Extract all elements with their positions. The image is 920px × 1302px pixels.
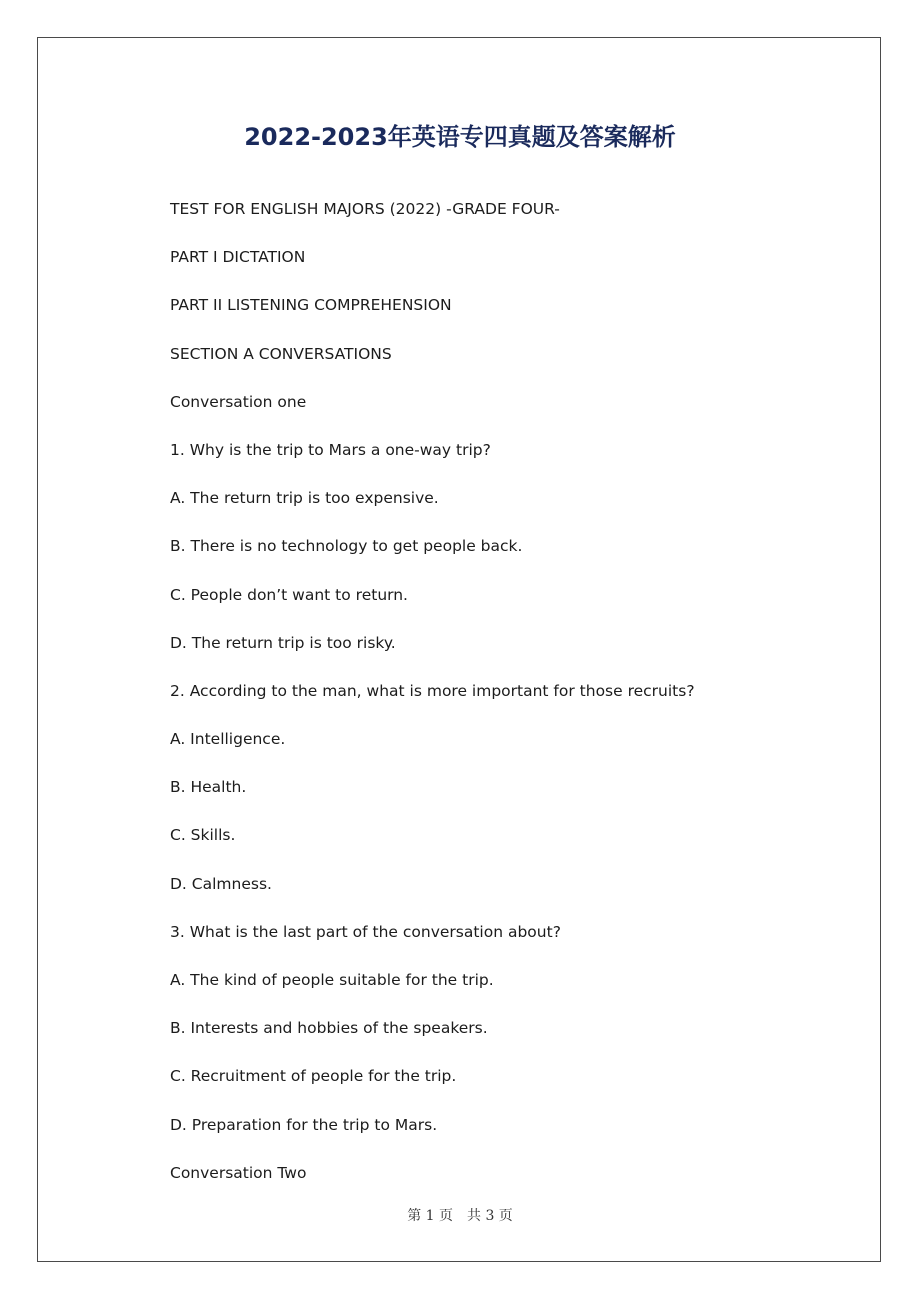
document-body [170, 192, 820, 1204]
section-heading-part2: PART II LISTENING COMPREHENSION [170, 296, 452, 315]
question-1-option-a: A. The return trip is too expensive. [170, 489, 439, 508]
document-title: 2022-2023年英语专四真题及答案解析 [244, 123, 676, 151]
question-2-option-a: A. Intelligence. [170, 730, 286, 749]
question-2-option-c: C. Skills. [170, 826, 236, 845]
page-total: 共 3 页 [467, 1208, 513, 1224]
conversation-heading: Conversation one [170, 392, 307, 411]
question-3-option-d: D. Preparation for the trip to Mars. [170, 1115, 438, 1134]
document-heading-test: TEST FOR ENGLISH MAJORS (2022) -GRADE FOUR- [170, 200, 560, 218]
question-3: 3. What is the last part of the conversation about? [170, 922, 561, 941]
page-number: 第 1 页 [407, 1208, 453, 1224]
question-2-option-d: D. Calmness. [170, 874, 272, 893]
section-heading-section-a: SECTION A CONVERSATIONS [170, 344, 392, 363]
question-1-option-c: C. People don’t want to return. [170, 585, 408, 604]
question-2: 2. According to the man, what is more important for those recruits? [170, 681, 695, 700]
section-heading-part1: PART I DICTATION [170, 248, 306, 267]
page-footer [0, 1204, 920, 1228]
question-3-option-b: B. Interests and hobbies of the speakers. [170, 1019, 488, 1038]
question-1-option-d: D. The return trip is too risky. [170, 633, 396, 652]
question-3-option-c: C. Recruitment of people for the trip. [170, 1067, 457, 1086]
question-1-option-b: B. There is no technology to get people back. [170, 537, 523, 556]
question-1: 1. Why is the trip to Mars a one-way trip? [170, 440, 491, 459]
conversation-heading: Conversation Two [170, 1163, 307, 1182]
question-2-option-b: B. Health. [170, 778, 247, 797]
question-3-option-a: A. The kind of people suitable for the trip. [170, 971, 494, 989]
